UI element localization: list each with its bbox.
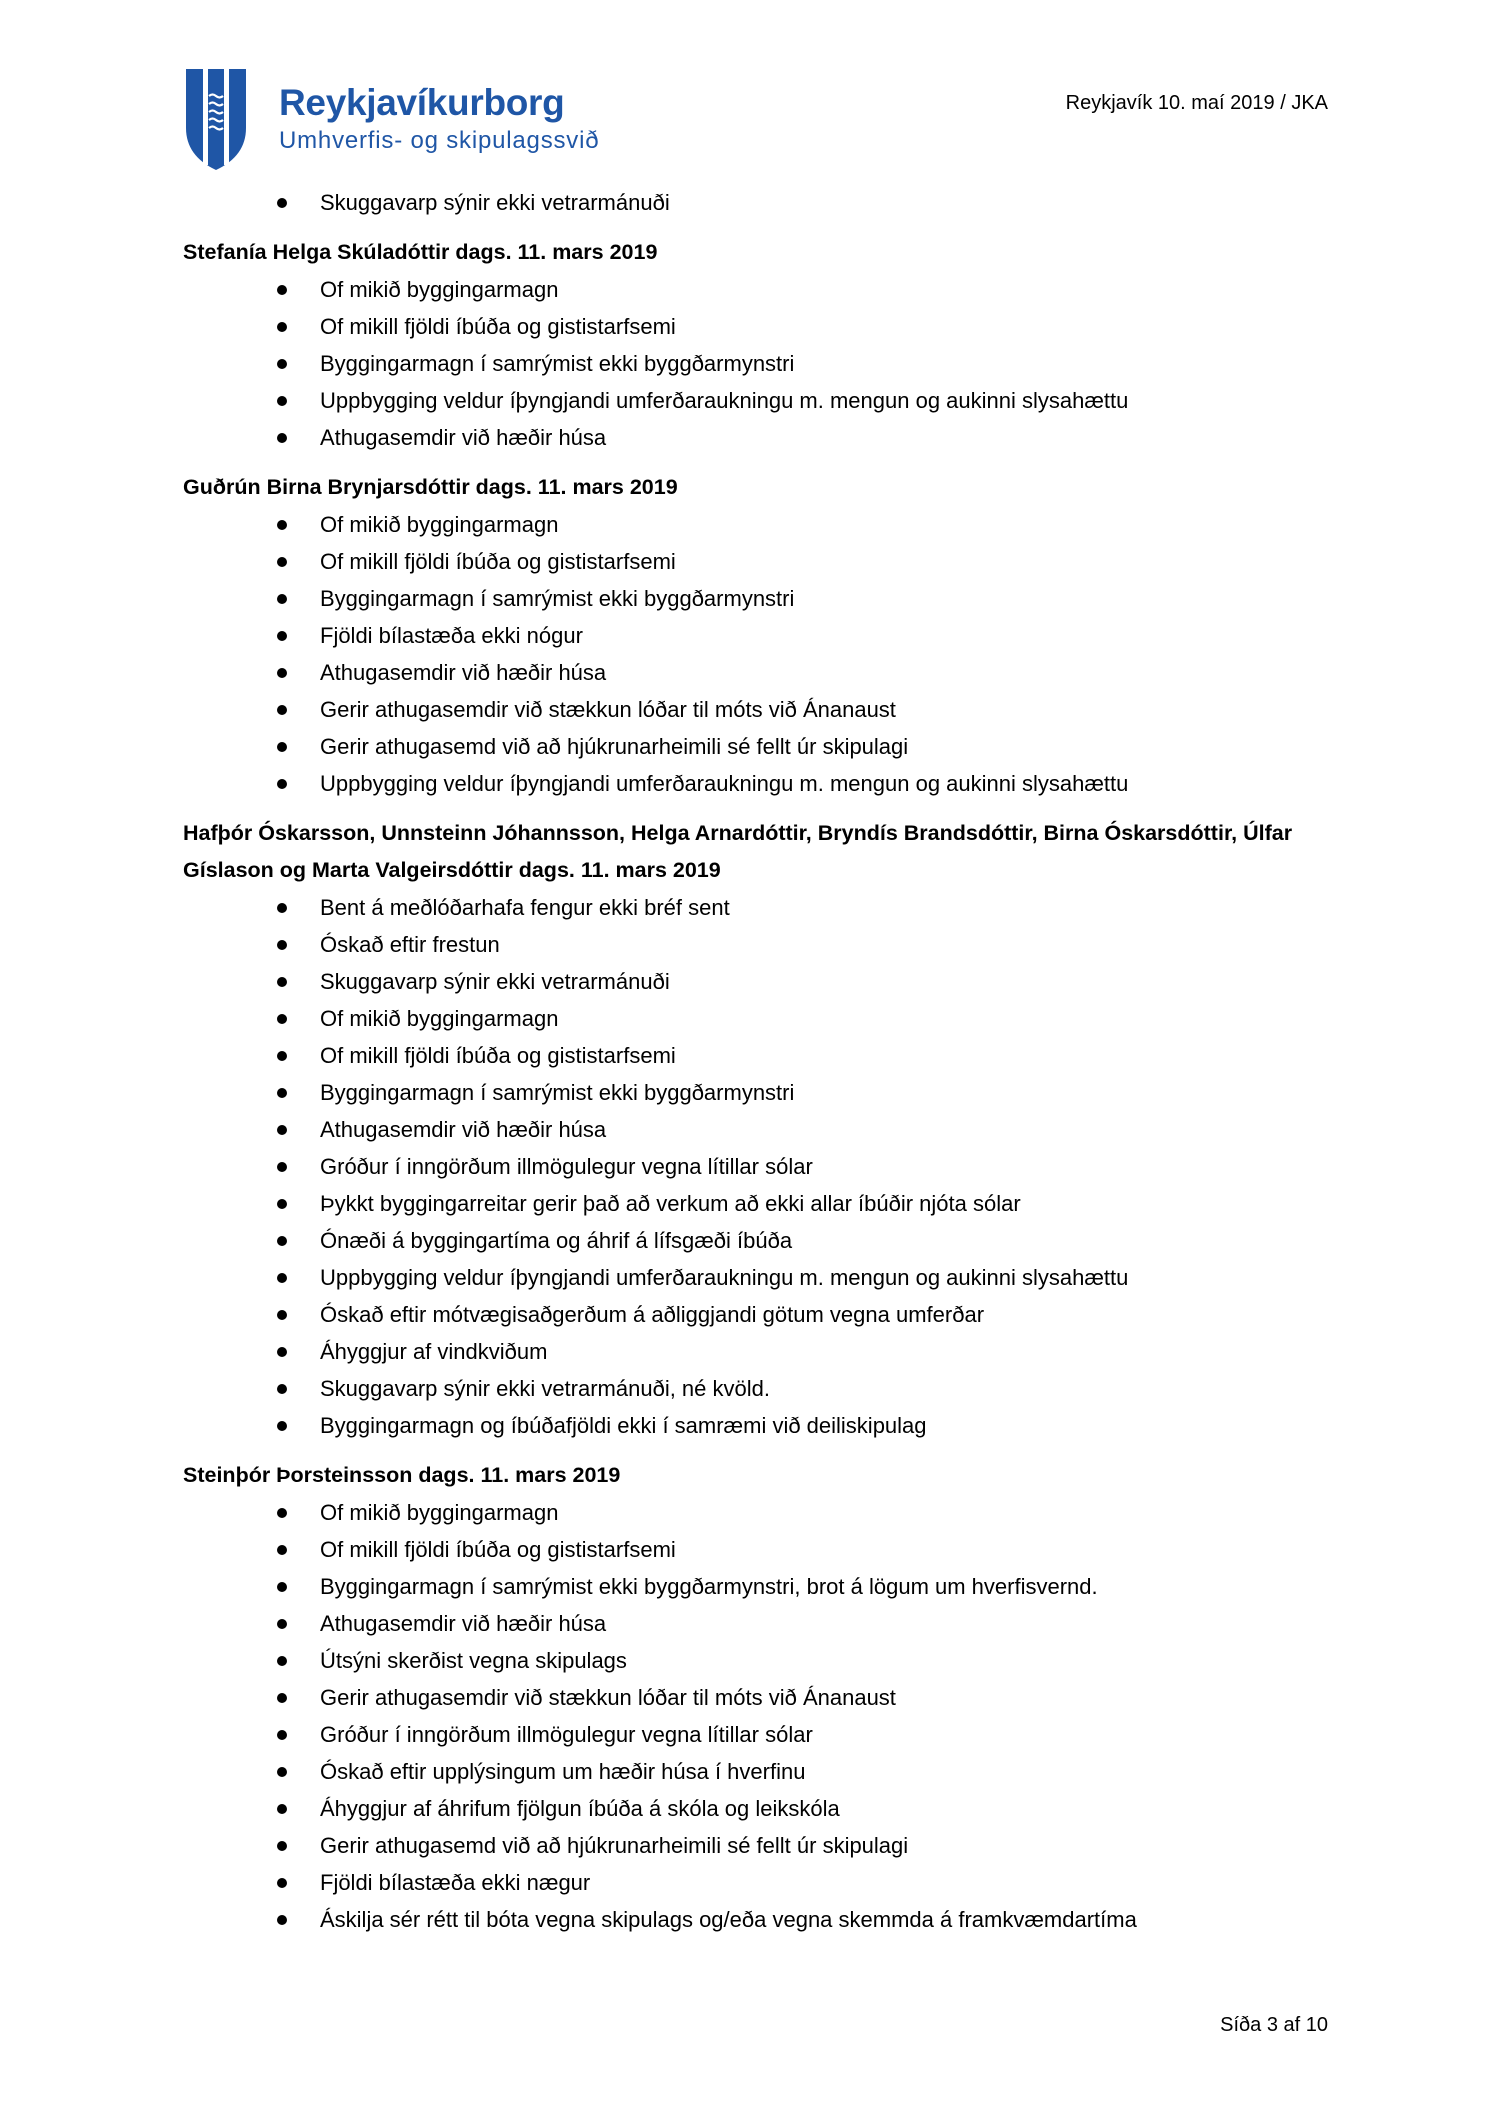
list-item: Byggingarmagn í samrýmist ekki byggðarmynstri (183, 580, 1333, 617)
list-item: Áhyggjur af vindkviðum (183, 1333, 1333, 1370)
list-item: Fjöldi bílastæða ekki nógur (183, 617, 1333, 654)
city-shield-icon (183, 66, 249, 172)
list-item: Of mikill fjöldi íbúða og gististarfsemi (183, 1037, 1333, 1074)
list-item: Of mikill fjöldi íbúða og gististarfsemi (183, 543, 1333, 580)
list-item: Uppbygging veldur íþyngjandi umferðaraukningu m. mengun og aukinni slysahættu (183, 382, 1333, 419)
list-item: Byggingarmagn í samrýmist ekki byggðarmynstri (183, 345, 1333, 382)
bullet-list (183, 506, 1333, 802)
list-item: Byggingarmagn í samrýmist ekki byggðarmynstri, brot á lögum um hverfisvernd. (183, 1568, 1333, 1605)
list-item: Gerir athugasemd við að hjúkrunarheimili sé fellt úr skipulagi (183, 728, 1333, 765)
list-item: Áhyggjur af áhrifum fjölgun íbúða á skóla og leikskóla (183, 1790, 1333, 1827)
list-item: Gerir athugasemdir við stækkun lóðar til móts við Ánanaust (183, 691, 1333, 728)
list-item: Ónæði á byggingartíma og áhrif á lífsgæði íbúða (183, 1222, 1333, 1259)
list-item: Óskað eftir upplýsingum um hæðir húsa í hverfinu (183, 1753, 1333, 1790)
section-heading: Stefanía Helga Skúladóttir dags. 11. mars 2019 (183, 240, 658, 264)
list-item: Gerir athugasemd við að hjúkrunarheimili sé fellt úr skipulagi (183, 1827, 1333, 1864)
list-item: Of mikið byggingarmagn (183, 271, 1333, 308)
bullet-list (183, 1494, 1333, 1938)
list-item: Óskað eftir mótvægisaðgerðum á aðliggjandi götum vegna umferðar (183, 1296, 1333, 1333)
list-item: Athugasemdir við hæðir húsa (183, 1605, 1333, 1642)
list-item: Athugasemdir við hæðir húsa (183, 654, 1333, 691)
list-item: Byggingarmagn í samrýmist ekki byggðarmynstri (183, 1074, 1333, 1111)
bullet-list (183, 271, 1333, 456)
list-item: Of mikið byggingarmagn (183, 506, 1333, 543)
section-heading: Hafþór Óskarsson, Unnsteinn Jóhannsson, Helga Arnardóttir, Bryndís Brandsdóttir, Birna Óskarsdóttir, Úlfar Gíslason og Marta Valgeirsdóttir dags. 11. mars 2019 (183, 821, 1293, 882)
section-heading: Guðrún Birna Brynjarsdóttir dags. 11. mars 2019 (183, 475, 678, 499)
section-heading: Steinþór Þorsteinsson dags. 11. mars 2019 (183, 1463, 621, 1487)
list-item: Bent á meðlóðarhafa fengur ekki bréf sent (183, 889, 1333, 926)
list-item: Óskað eftir frestun (183, 926, 1333, 963)
list-item: Of mikill fjöldi íbúða og gististarfsemi (183, 308, 1333, 345)
list-item: Fjöldi bílastæða ekki nægur (183, 1864, 1333, 1901)
list-item: Athugasemdir við hæðir húsa (183, 419, 1333, 456)
comment-section (183, 1457, 1333, 1938)
continued-list (183, 184, 1333, 221)
document-body (183, 184, 1333, 1938)
list-item: Of mikill fjöldi íbúða og gististarfsemi (183, 1531, 1333, 1568)
list-item: Þykkt byggingarreitar gerir það að verkum að ekki allar íbúðir njóta sólar (183, 1185, 1333, 1222)
list-item: Athugasemdir við hæðir húsa (183, 1111, 1333, 1148)
list-item: Uppbygging veldur íþyngjandi umferðaraukningu m. mengun og aukinni slysahættu (183, 765, 1333, 802)
list-item: Gerir athugasemdir við stækkun lóðar til móts við Ánanaust (183, 1679, 1333, 1716)
list-item: Skuggavarp sýnir ekki vetrarmánuði (183, 963, 1333, 1000)
list-item: Áskilja sér rétt til bóta vegna skipulags og/eða vegna skemmda á framkvæmdartíma (183, 1901, 1333, 1938)
department-name: Umhverfis- og skipulagssvið (279, 127, 600, 154)
page-number: Síða 3 af 10 (1220, 2014, 1328, 2036)
comment-section (183, 234, 1333, 456)
list-item: Of mikið byggingarmagn (183, 1494, 1333, 1531)
org-name: Reykjavíkurborg (279, 82, 565, 123)
list-item: Skuggavarp sýnir ekki vetrarmánuði, né kvöld. (183, 1370, 1333, 1407)
organization-logo (183, 66, 613, 176)
list-item: Gróður í inngörðum illmögulegur vegna lítillar sólar (183, 1148, 1333, 1185)
list-item: Of mikið byggingarmagn (183, 1000, 1333, 1037)
list-item: Uppbygging veldur íþyngjandi umferðaraukningu m. mengun og aukinni slysahættu (183, 1259, 1333, 1296)
list-item: Byggingarmagn og íbúðafjöldi ekki í samræmi við deiliskipulag (183, 1407, 1333, 1444)
comment-section (183, 815, 1333, 1444)
list-item: Skuggavarp sýnir ekki vetrarmánuði (183, 184, 1333, 221)
bullet-list (183, 889, 1333, 1444)
document-reference: Reykjavík 10. maí 2019 / JKA (1065, 92, 1328, 114)
comment-section (183, 469, 1333, 802)
list-item: Útsýni skerðist vegna skipulags (183, 1642, 1333, 1679)
list-item: Gróður í inngörðum illmögulegur vegna lítillar sólar (183, 1716, 1333, 1753)
